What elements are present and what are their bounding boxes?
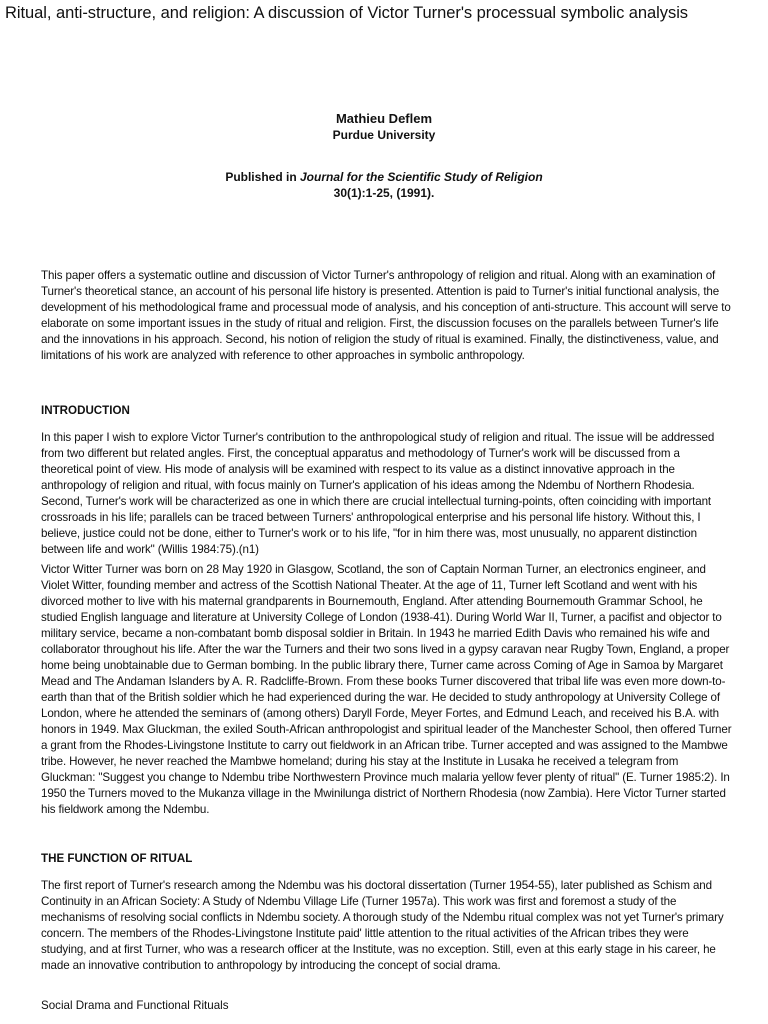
publication-prefix: Published in: [225, 170, 300, 184]
document-title: Ritual, anti-structure, and religion: A discussion of Victor Turner's processual symbolic analysis: [5, 4, 689, 22]
author-name: Mathieu Deflem: [335, 111, 433, 126]
section-heading-introduction: INTRODUCTION: [41, 404, 130, 417]
section-heading-function-of-ritual: THE FUNCTION OF RITUAL: [41, 852, 193, 865]
introduction-paragraph-2: Victor Witter Turner was born on 28 May 1920 in Glasgow, Scotland, the son of Captain Norman Turner, an electronics engineer, and Violet Witter, founding member and actress of the Scottish National Theater. At the age of 11, Turner left Scotland and went with his divorced mother to live with his maternal grandparents in Bournemouth, England. After attending Bournemouth Grammar School, he studied English language and literature at University College of London (1938-41). During World War II, Turner, a pacifist and objector to military service, became a non-combatant bomb disposal soldier in Britain. In 1943 he married Edith Davis who remained his wife and collaborator throughout his life. After the war the Turners and their two sons lived in a gypsy caravan near Rugby Town, England, a proper home being unobtainable due to German bombing. In the public library there, Turner came across Coming of Age in Samoa by Margaret Mead and The Andaman Islanders by A. R. Radcliffe-Brown. From these books Turner discovered that tribal life was even more down-to-earth than that of the British soldier which he had experienced during the war. He decided to study anthropology at University College of London, where he attended the seminars of (among others) Daryll Forde, Meyer Fortes, and Edmund Leach, and received his B.A. with honors in 1949. Max Gluckman, the exiled South-African anthropologist and spiritual leader of the Manchester School, then offered Turner a grant from the Rhodes-Livingstone Institute to carry out fieldwork in an African tribe. Turner accepted and was assigned to the Mambwe tribe. However, he never reached the Mambwe homeland; during his stay at the Institute in Lusaka he received a telegram from Gluckman: "Suggest you change to Ndembu tribe Northwestern Province much malaria yellow fever plenty of ritual" (E. Turner 1985:2). In 1950 the Turners moved to the Mukanza village in the Mwinilunga district of Northern Rhodesia (now Zambia). Here Victor Turner started his fieldwork among the Ndembu.: [41, 563, 732, 816]
abstract-paragraph: This paper offers a systematic outline and discussion of Victor Turner's anthropology of religion and ritual. Along with an examination of Turner's theoretical stance, an account of his personal life history is presented. Attention is paid to Turner's initial functional analysis, the development of his methodological frame and processual mode of analysis, and his conception of anti-structure. This account will serve to elaborate on some important issues in the study of ritual and religion. First, the discussion focuses on the parallels between Turner's life and the innovations in his approach. Second, his notion of religion the study of ritual is examined. Finally, the distinctiveness, value, and limitations of his work are analyzed with reference to other approaches in symbolic anthropology.: [41, 269, 731, 362]
journal-name: Journal for the Scientific Study of Religion: [299, 170, 543, 184]
function-of-ritual-paragraph: The first report of Turner's research among the Ndembu was his doctoral dissertation (Turner 1954-55), later published as Schism and Continuity in an African Society: A Study of Ndembu Village Life (Turner 1957a). This work was first and foremost a study of the mechanisms of resolving social conflicts in Ndembu society. A thorough study of the Ndembu ritual complex was not yet Turner's primary concern. The members of the Rhodes-Livingstone Institute paid' little attention to the ritual activities of the African tribes they were studying, and at first Turner, who was a research officer at the Institute, was no exception. Still, even at this early stage in his career, he made an innovative contribution to anthropology by introducing the concept of social drama.: [41, 879, 724, 972]
subsection-heading-social-drama: Social Drama and Functional Rituals: [41, 999, 229, 1012]
publication-line: [0, 169, 768, 185]
author-affiliation: Purdue University: [332, 128, 436, 142]
publication-citation: 30(1):1-25, (1991).: [333, 186, 435, 200]
introduction-paragraph-1: In this paper I wish to explore Victor Turner's contribution to the anthropological study of religion and ritual. The issue will be addressed from two different but related angles. First, the conceptual apparatus and methodology of Turner's work will be discussed from a theoretical point of view. His mode of analysis will be examined with respect to its value as a distinct innovative approach in the anthropology of religion and ritual, with focus mainly on Turner's application of his ideas among the Ndembu of Northern Rhodesia. Second, Turner's work will be characterized as one in which there are crucial intellectual turning-points, often coinciding with important crossroads in his life; parallels can be traced between Turners' anthropological enterprise and his personal life history. Without this, I believe, justice could not be done, either to Turner's work or to his life, "for in him there was, most unusually, no apparent distinction between life and work" (Willis 1984:75).(n1): [41, 431, 715, 556]
